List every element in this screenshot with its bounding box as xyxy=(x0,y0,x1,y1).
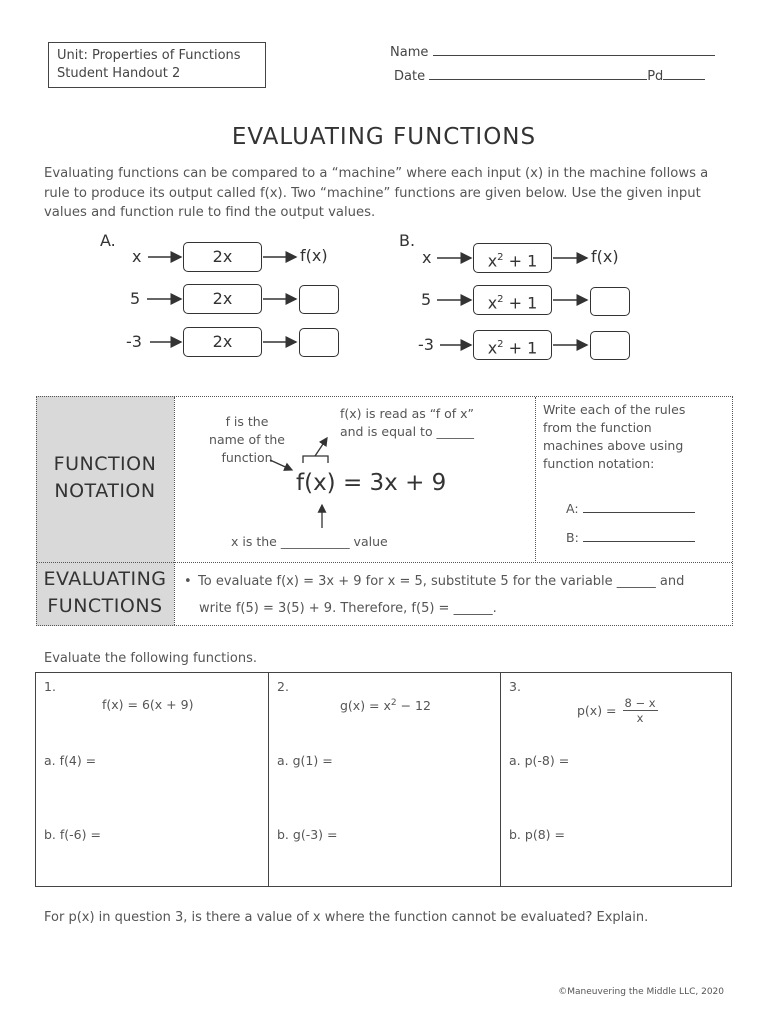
q1-function: f(x) = 6(x + 9) xyxy=(102,697,194,712)
q1-part-a[interactable]: a. f(4) = xyxy=(44,753,97,768)
q2-number: 2. xyxy=(277,679,289,694)
machine-a-rule-3: 2x xyxy=(183,327,262,357)
machine-a-output-label: f(x) xyxy=(300,246,328,265)
x-is-note: x is the ___________ value xyxy=(231,534,388,549)
f-name-note: f is the name of the function xyxy=(209,414,285,465)
divider xyxy=(37,562,732,563)
q1-number: 1. xyxy=(44,679,56,694)
rule-b-field[interactable]: B: xyxy=(566,529,695,547)
machine-b-input-3: -3 xyxy=(418,335,434,354)
machine-b-input-2: 5 xyxy=(421,290,432,309)
divider xyxy=(500,673,501,886)
q2-part-a[interactable]: a. g(1) = xyxy=(277,753,333,768)
q1-part-b[interactable]: b. f(-6) = xyxy=(44,827,101,842)
divider xyxy=(268,673,269,886)
machine-b-label: B. xyxy=(399,231,416,250)
q3-number: 3. xyxy=(509,679,521,694)
name-label: Name xyxy=(390,45,429,60)
machine-arrows xyxy=(0,0,768,380)
machine-b-input-1: x xyxy=(422,248,432,267)
machine-a-label: A. xyxy=(100,231,116,250)
copyright-footer: ©Maneuvering the Middle LLC, 2020 xyxy=(558,987,724,997)
evaluate-heading: Evaluate the following functions. xyxy=(44,651,257,666)
final-question: For p(x) in question 3, is there a value of x where the function cannot be evaluated? Explain. xyxy=(44,910,649,925)
divider xyxy=(535,397,536,563)
unit-title: Unit: Properties of Functions xyxy=(57,48,241,63)
machine-a-rule-1: 2x xyxy=(183,242,262,272)
evaluating-functions-title: EVALUATING FUNCTIONS xyxy=(43,568,167,617)
pd-label: Pd xyxy=(647,69,664,84)
read-as-note: f(x) is read as “f of x” and is equal to ______ xyxy=(339,406,475,439)
function-notation-title: FUNCTION NOTATION xyxy=(53,453,157,502)
machine-b-rule-3: $x^2 + 1$ xyxy=(473,330,552,360)
q2-part-b[interactable]: b. g(-3) = xyxy=(277,827,338,842)
machine-b-output-label: f(x) xyxy=(591,247,619,266)
machine-a-input-3: -3 xyxy=(126,332,142,351)
notation-equation: f(x) = 3x + 9 xyxy=(296,470,447,496)
date-label: Date xyxy=(394,69,426,84)
machine-b-rule-2: $x^2 + 1$ xyxy=(473,285,552,315)
page-title: EVALUATING FUNCTIONS xyxy=(231,124,537,150)
q3-part-b[interactable]: b. p(8) = xyxy=(509,827,565,842)
rule-a-field[interactable]: A: xyxy=(566,500,695,518)
evaluating-bullet: • To evaluate f(x) = 3x + 9 for x = 5, substitute 5 for the variable ______ and write f(5) = 3(5) + 9. Therefore, f(5) = ______. xyxy=(184,574,685,616)
handout-number: Student Handout 2 xyxy=(57,66,181,81)
write-rules-note: Write each of the rules from the function machines above using function notation: xyxy=(543,402,686,471)
machine-b-rule-1: $x^2 + 1$ xyxy=(473,243,552,273)
divider xyxy=(174,397,175,625)
q3-function: p(x) = $\frac{8 - x}{x}$ xyxy=(577,696,656,725)
machine-a-rule-2: 2x xyxy=(183,284,262,314)
machine-a-input-2: 5 xyxy=(130,289,141,308)
machine-b-answer-box-1[interactable] xyxy=(590,287,630,316)
intro-paragraph: Evaluating functions can be compared to a “machine” where each input (x) in the machine follows a rule to produce its output called f(x). Two “machine” functions are given below. Use the given input values and function rule to find the output values. xyxy=(44,166,709,220)
q3-fraction: $\frac{8 - x}{x}$ xyxy=(624,696,656,725)
q2-function: $g(x) = x^2 - 12$ xyxy=(340,698,431,714)
machine-b-answer-box-2[interactable] xyxy=(590,331,630,360)
q3-part-a[interactable]: a. p(-8) = xyxy=(509,753,570,768)
machine-a-answer-box-2[interactable] xyxy=(299,328,339,357)
machine-a-answer-box-1[interactable] xyxy=(299,285,339,314)
machine-a-input-1: x xyxy=(132,247,142,266)
